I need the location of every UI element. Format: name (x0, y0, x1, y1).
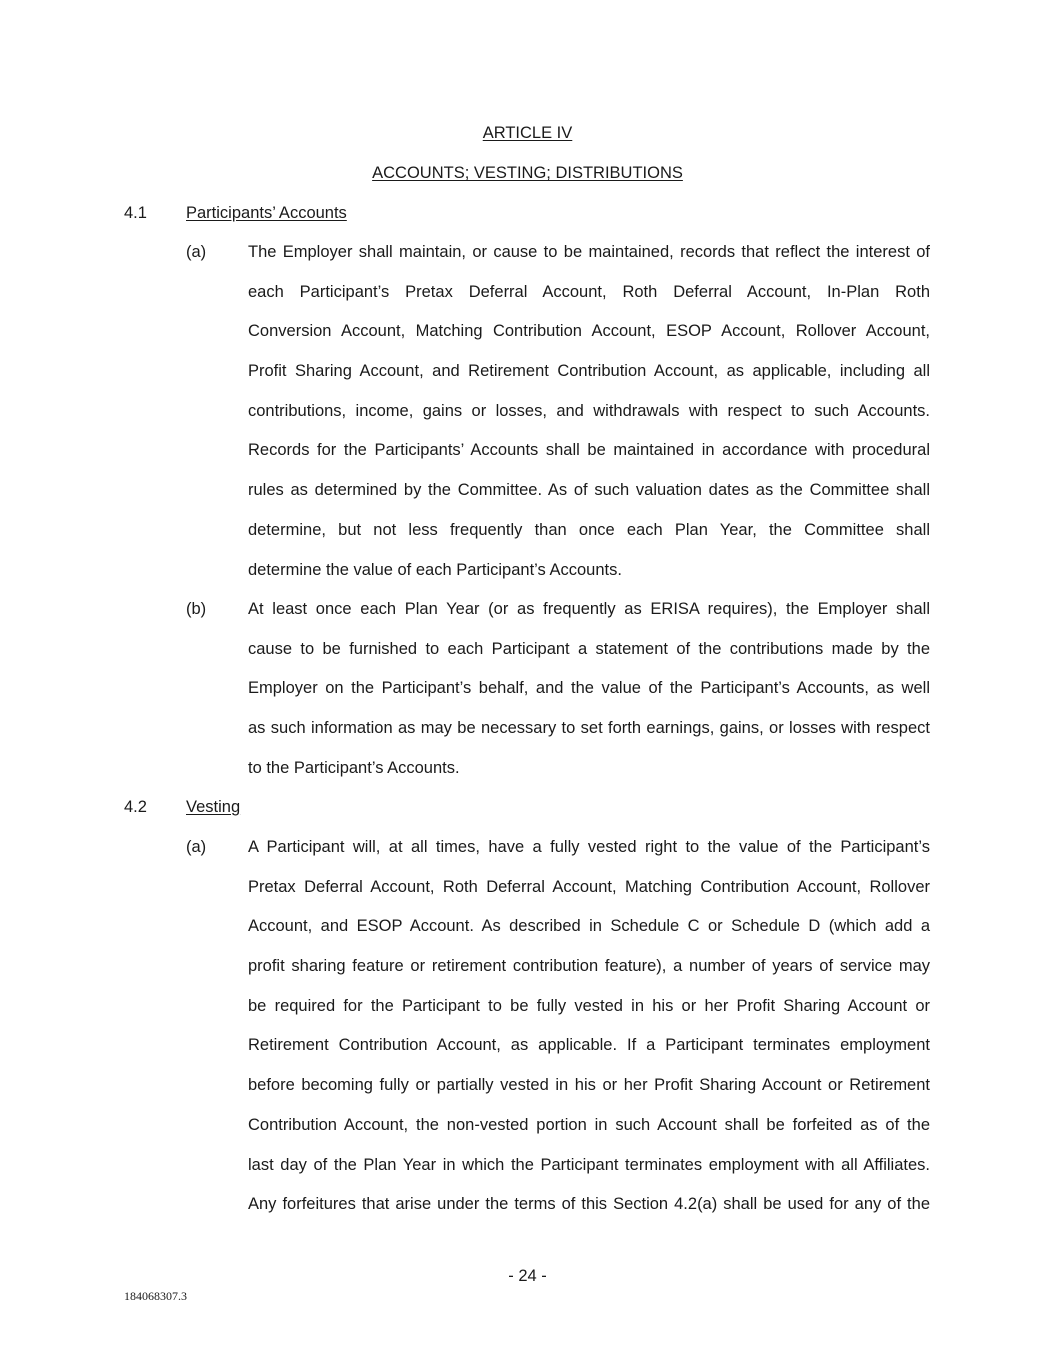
paragraph-line: each Participant’s Pretax Deferral Account, Roth Deferral Account, In-Plan Roth (248, 282, 930, 301)
paragraph-line: to the Participant’s Accounts. (248, 758, 460, 777)
paragraph-line: before becoming fully or partially vested in his or her Profit Sharing Account or Retirement (248, 1076, 930, 1095)
section-title: Participants’ Accounts (186, 204, 347, 222)
article-subtitle: ACCOUNTS; VESTING; DISTRIBUTIONS (372, 164, 683, 182)
paragraph-line: Retirement Contribution Account, as applicable. If a Participant terminates employment (248, 1036, 930, 1055)
paragraph-line: Records for the Participants’ Accounts shall be maintained in accordance with procedural (248, 441, 930, 460)
paragraph-line: cause to be furnished to each Participant a statement of the contributions made by the (248, 639, 930, 658)
paragraph-4-1-b (248, 590, 930, 788)
paragraph-line: The Employer shall maintain, or cause to be maintained, records that reflect the interest of (248, 243, 930, 261)
paragraph-line: Contribution Account, the non-vested portion in such Account shall be forfeited as of the (248, 1115, 930, 1134)
item-label: (a) (186, 243, 207, 261)
item-label: (a) (186, 838, 207, 856)
paragraph-line: last day of the Plan Year in which the Participant terminates employment with all Affiliates. (248, 1155, 930, 1174)
paragraph-line: Any forfeitures that arise under the terms of this Section 4.2(a) shall be used for any of the (248, 1195, 930, 1214)
paragraph-line: Conversion Account, Matching Contribution Account, ESOP Account, Rollover Account, (248, 322, 930, 341)
paragraph-line: determine, but not less frequently than once each Plan Year, the Committee shall (248, 520, 930, 539)
paragraph-4-2-a (248, 828, 930, 1225)
paragraph-line: profit sharing feature or retirement contribution feature), a number of years of service may (248, 957, 930, 976)
page-number: - 24 - (508, 1267, 547, 1285)
paragraph-line: Employer on the Participant’s behalf, and the value of the Participant’s Accounts, as well (248, 679, 930, 698)
paragraph-line: Pretax Deferral Account, Roth Deferral Account, Matching Contribution Account, Rollover (248, 877, 930, 896)
paragraph-line: as such information as may be necessary to set forth earnings, gains, or losses with respect (248, 719, 930, 738)
article-title: ARTICLE IV (482, 124, 573, 142)
section-number: 4.2 (124, 798, 147, 816)
paragraph-line: rules as determined by the Committee. As of such valuation dates as the Committee shall (248, 481, 930, 500)
paragraph-line: contributions, income, gains or losses, and withdrawals with respect to such Accounts. (248, 401, 930, 420)
document-id: 184068307.3 (124, 1289, 187, 1303)
paragraph-line: determine the value of each Participant’s Accounts. (248, 560, 622, 579)
paragraph-line: At least once each Plan Year (or as frequently as ERISA requires), the Employer shall (248, 600, 930, 618)
paragraph-line: be required for the Participant to be fully vested in his or her Profit Sharing Account or (248, 996, 930, 1015)
paragraph-line: A Participant will, at all times, have a fully vested right to the value of the Participant’s (248, 838, 930, 856)
item-label: (b) (186, 600, 207, 618)
paragraph-line: Profit Sharing Account, and Retirement Contribution Account, as applicable, including all (248, 362, 930, 381)
section-title: Vesting (186, 798, 241, 816)
paragraph-line: Account, and ESOP Account. As described in Schedule C or Schedule D (which add a (248, 917, 930, 936)
paragraph-4-1-a (248, 233, 930, 590)
section-number: 4.1 (124, 204, 147, 222)
